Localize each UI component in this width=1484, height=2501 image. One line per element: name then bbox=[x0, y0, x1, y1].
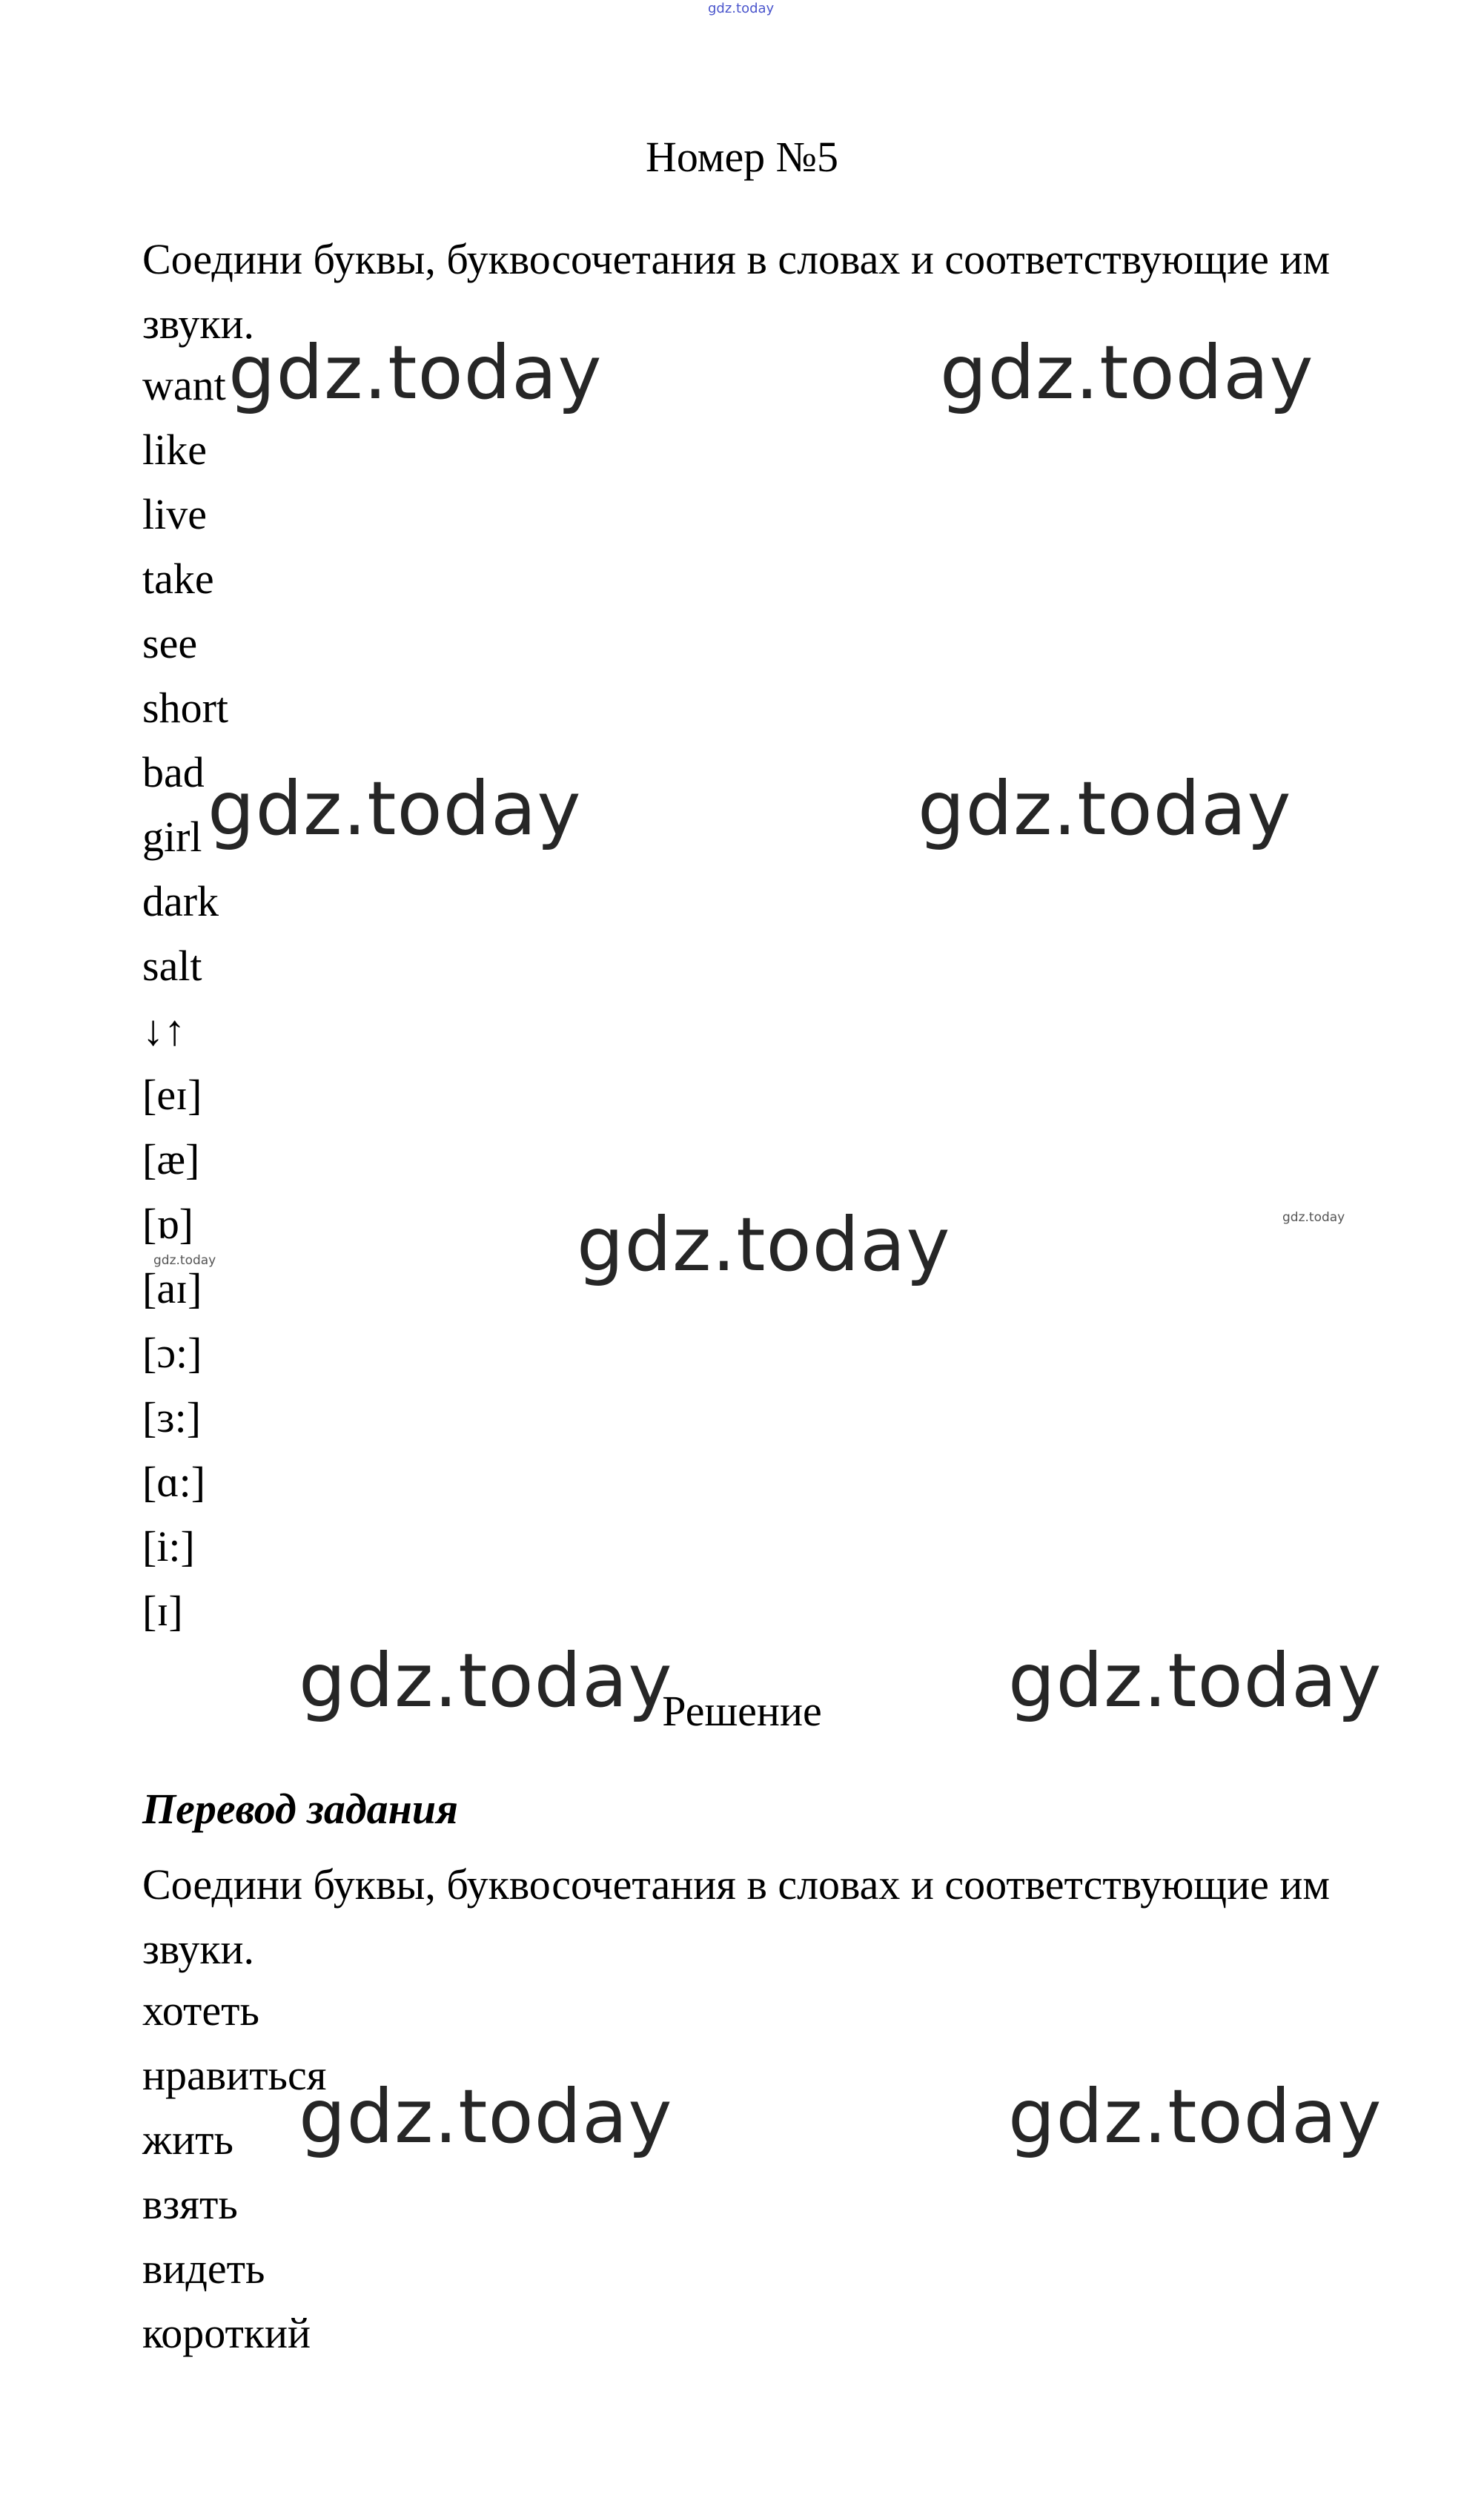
word-item: girl bbox=[142, 813, 202, 861]
word-item: salt bbox=[142, 942, 202, 990]
word-item: dark bbox=[142, 877, 219, 925]
watermark-top: gdz.today bbox=[708, 1, 775, 16]
translation-word-item: хотеть bbox=[142, 1986, 259, 2035]
translation-task-text: Соедини буквы, буквосочетания в словах и соответствующие им звуки. bbox=[142, 1860, 1331, 1973]
page-title: Номер №5 bbox=[645, 133, 839, 181]
translation-word-item: жить bbox=[142, 2115, 233, 2164]
sound-item: [ɔ:] bbox=[142, 1329, 202, 1377]
sound-item: [ɑ:] bbox=[142, 1458, 206, 1506]
sound-item: [eɪ] bbox=[142, 1071, 202, 1119]
word-item: want bbox=[142, 361, 226, 409]
watermark: gdz.today bbox=[299, 1637, 673, 1724]
sound-item: [ɜ:] bbox=[142, 1393, 202, 1441]
sound-item: [ɪ] bbox=[142, 1587, 183, 1635]
watermark: gdz.today bbox=[940, 329, 1314, 416]
watermark-small: gdz.today bbox=[153, 1253, 216, 1268]
word-item: like bbox=[142, 426, 207, 474]
translation-word-item: нравиться bbox=[142, 2051, 327, 2099]
translation-word-item: короткий bbox=[142, 2309, 311, 2357]
arrows-symbol: ↓↑ bbox=[142, 1006, 185, 1054]
watermark: gdz.today bbox=[299, 2073, 673, 2160]
watermark: gdz.today bbox=[1008, 2073, 1382, 2160]
watermark: gdz.today bbox=[918, 765, 1292, 852]
sound-item: [æ] bbox=[142, 1135, 200, 1183]
word-item: see bbox=[142, 619, 198, 667]
word-item: live bbox=[142, 490, 207, 538]
translation-word-item: взять bbox=[142, 2180, 238, 2228]
task-text: Соедини буквы, буквосочетания в словах и соответствующие им звуки. bbox=[142, 235, 1331, 348]
sound-item: [ɒ] bbox=[142, 1200, 193, 1248]
watermark: gdz.today bbox=[208, 765, 582, 852]
watermark: gdz.today bbox=[1008, 1637, 1382, 1724]
watermark-small: gdz.today bbox=[1282, 1210, 1345, 1225]
sound-item: [aɪ] bbox=[142, 1264, 202, 1312]
word-item: short bbox=[142, 684, 228, 732]
solution-label: Решение bbox=[662, 1687, 822, 1735]
translation-word-item: видеть bbox=[142, 2244, 265, 2293]
watermark: gdz.today bbox=[577, 1201, 951, 1288]
watermark: gdz.today bbox=[228, 329, 603, 416]
sound-item: [i:] bbox=[142, 1522, 195, 1570]
word-item: bad bbox=[142, 748, 205, 796]
translation-heading: Перевод задания bbox=[142, 1785, 458, 1833]
word-item: take bbox=[142, 555, 214, 603]
